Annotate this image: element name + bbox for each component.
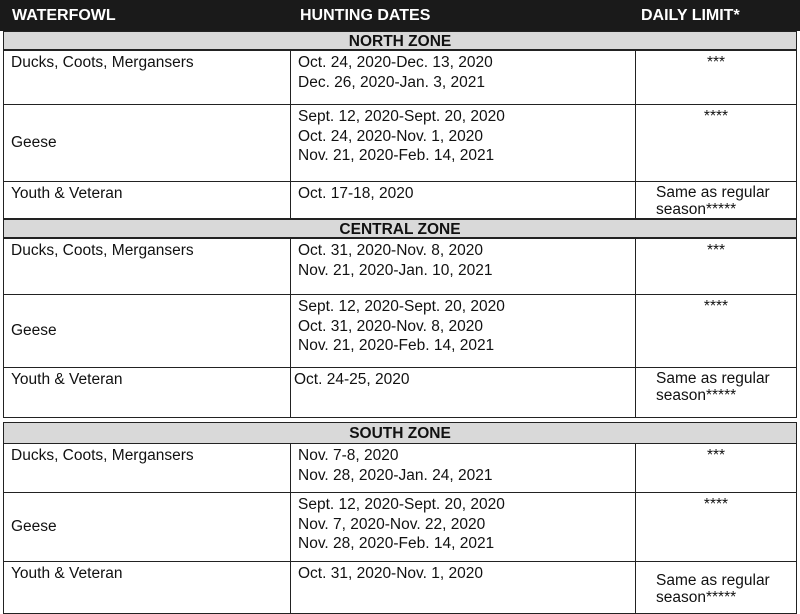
limit-text: season***** [656,387,737,404]
limit-text: Same as regular [656,184,770,201]
zone-header-central: CENTRAL ZONE [3,219,797,238]
zone-header-north: NORTH ZONE [3,31,797,50]
date-range: Oct. 31, 2020-Nov. 8, 2020 [298,317,483,335]
dates-cell [290,443,636,493]
species-name: Geese [11,134,57,152]
species-cell [3,104,291,182]
limit-cell [635,50,797,105]
species-name: Ducks, Coots, Mergansers [11,242,194,259]
species-cell [3,367,291,418]
limit-value: **** [703,108,729,125]
species-cell [3,238,291,295]
date-range: Nov. 21, 2020-Jan. 10, 2021 [298,261,493,279]
limit-cell [635,294,797,368]
species-name: Youth & Veteran [11,185,123,202]
date-range: Nov. 21, 2020-Feb. 14, 2021 [298,337,495,354]
limit-cell [635,238,797,295]
dates-cell [290,104,636,182]
date-range: Nov. 28, 2020-Feb. 14, 2021 [298,535,495,552]
date-range: Sept. 12, 2020-Sept. 20, 2020 [298,298,505,315]
header-daily-limit: DAILY LIMIT* [641,7,740,24]
species-name: Ducks, Coots, Mergansers [11,54,194,71]
date-range: Oct. 24-25, 2020 [294,371,410,388]
limit-cell [635,492,797,562]
header-hunting-dates: HUNTING DATES [300,7,431,24]
dates-cell [290,238,636,295]
dates-cell [290,492,636,562]
limit-cell [635,181,797,219]
species-cell [3,50,291,105]
species-name: Youth & Veteran [11,371,123,388]
date-range: Oct. 24, 2020-Dec. 13, 2020 [298,54,493,71]
limit-cell [635,443,797,493]
limit-text: season***** [656,589,737,606]
limit-cell [635,561,797,614]
limit-text: Same as regular [656,572,770,589]
date-range: Oct. 31, 2020-Nov. 1, 2020 [298,565,483,582]
date-range: Oct. 24, 2020-Nov. 1, 2020 [298,127,483,145]
limit-value: *** [706,54,726,71]
dates-cell [290,561,636,614]
date-range: Sept. 12, 2020-Sept. 20, 2020 [298,108,505,125]
limit-cell [635,104,797,182]
limit-value: **** [703,298,729,315]
species-name: Ducks, Coots, Mergansers [11,447,194,464]
date-range: Nov. 28, 2020-Jan. 24, 2021 [298,466,493,484]
date-range: Nov. 21, 2020-Feb. 14, 2021 [298,147,495,164]
species-name: Geese [11,518,57,536]
limit-text: season***** [656,201,737,218]
dates-cell [290,181,636,219]
date-range: Sept. 12, 2020-Sept. 20, 2020 [298,496,505,513]
date-range: Nov. 7, 2020-Nov. 22, 2020 [298,515,486,533]
species-name: Youth & Veteran [11,565,123,582]
date-range: Nov. 7-8, 2020 [298,447,399,464]
date-range: Dec. 26, 2020-Jan. 3, 2021 [298,73,485,91]
limit-cell [635,367,797,418]
species-cell [3,492,291,562]
table-header [0,0,800,31]
limit-value: **** [703,496,729,513]
species-cell [3,294,291,368]
species-cell [3,443,291,493]
limit-value: *** [706,447,726,464]
zone-header-south: SOUTH ZONE [3,422,797,444]
dates-cell [290,367,636,418]
date-range: Oct. 17-18, 2020 [298,185,414,202]
limit-text: Same as regular [656,370,770,387]
dates-cell [290,294,636,368]
species-cell [3,561,291,614]
limit-value: *** [706,242,726,259]
species-cell [3,181,291,219]
header-waterfowl: WATERFOWL [12,7,116,24]
dates-cell [290,50,636,105]
date-range: Oct. 31, 2020-Nov. 8, 2020 [298,242,483,259]
species-name: Geese [11,322,57,340]
